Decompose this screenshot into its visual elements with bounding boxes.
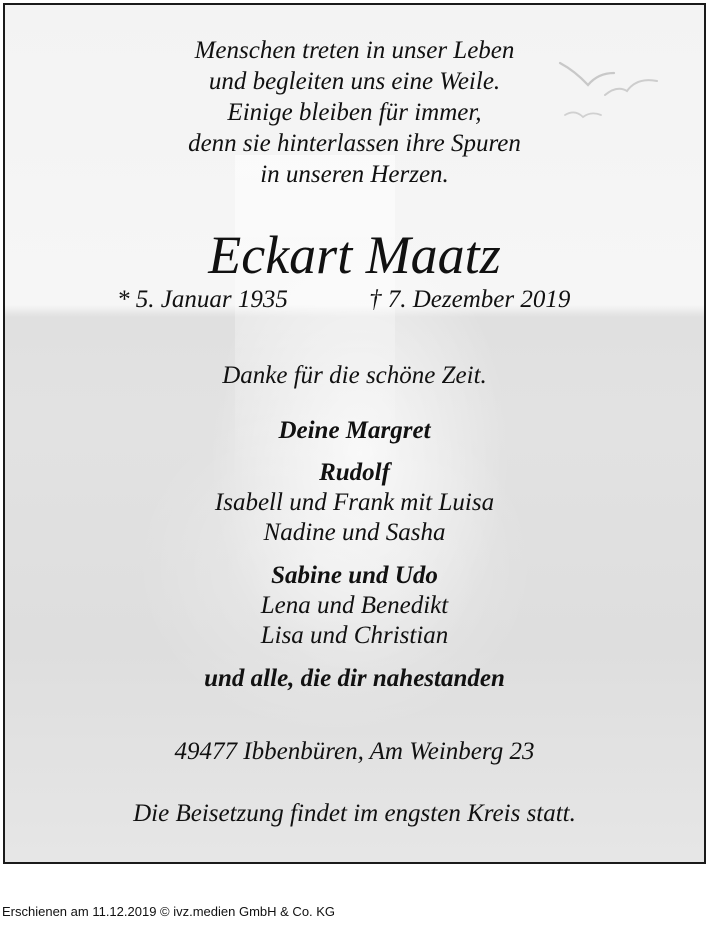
family-son2-line: Lena und Benedikt [260, 592, 449, 619]
address: 49477 Ibbenbüren, Am Weinberg 23 [174, 738, 535, 765]
deceased-name: Eckart Maatz [208, 225, 501, 285]
family-son2: Sabine und Udo [271, 562, 438, 589]
poem-line: denn sie hinterlassen ihre Spuren [188, 130, 521, 157]
poem-line: Einige bleiben für immer, [227, 99, 482, 126]
publication-footer: Erschienen am 11.12.2019 © ivz.medien GmbH & Co. KG [2, 904, 336, 919]
poem-line: Menschen treten in unser Leben [194, 37, 515, 64]
poem-line: in unseren Herzen. [260, 161, 449, 188]
family-son1-line: Nadine und Sasha [263, 519, 446, 546]
birth-date: * 5. Januar 1935 [117, 286, 288, 313]
thanks-line: Danke für die schöne Zeit. [222, 362, 487, 389]
burial-note: Die Beisetzung findet im engsten Kreis statt. [133, 800, 576, 827]
family-son2-line: Lisa und Christian [260, 622, 449, 649]
family-son1-line: Isabell und Frank mit Luisa [214, 489, 495, 516]
death-date: † 7. Dezember 2019 [369, 286, 571, 313]
family-others: und alle, die dir nahestanden [204, 665, 505, 692]
poem-line: und begleiten uns eine Weile. [208, 68, 501, 95]
obituary-notice [3, 3, 706, 864]
family-son1: Rudolf [319, 459, 390, 486]
family-wife: Deine Margret [278, 417, 431, 444]
